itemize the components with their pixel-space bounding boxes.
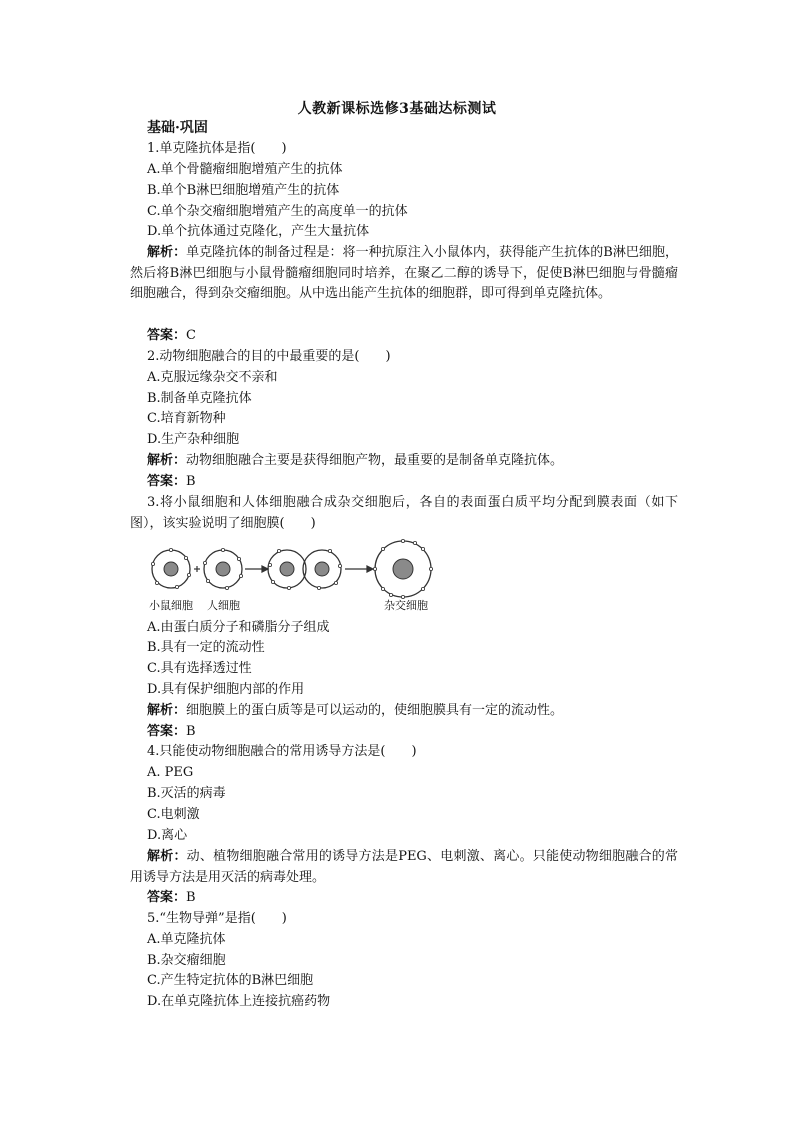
answer-label: 答案： xyxy=(147,890,187,905)
question-3-option-b: B.具有一定的流动性 xyxy=(147,640,265,655)
mouse-cell-nucleus xyxy=(164,562,178,576)
question-3-stem: 3.将小鼠细胞和人体细胞融合成杂交细胞后，各自的表面蛋白质平均分配到膜表面（如下图），该实验说明了细胞膜( ) xyxy=(130,495,678,531)
question-4-option-a: A. PEG xyxy=(147,765,194,780)
answer-label: 答案： xyxy=(147,328,187,343)
question-4-analysis xyxy=(130,847,678,888)
answer-value: B xyxy=(186,890,196,905)
question-2-stem: 2.动物细胞融合的目的中最重要的是( ) xyxy=(147,349,391,364)
hybrid-cell-label: 杂交细胞 xyxy=(384,599,428,612)
analysis-text: 动物细胞融合主要是获得细胞产物，最重要的是制备单克隆抗体。 xyxy=(186,453,564,468)
question-4-option-d: D.离心 xyxy=(147,828,188,843)
question-2-analysis xyxy=(130,451,678,472)
question-4-option-c: C.电刺激 xyxy=(147,807,200,822)
answer-label: 答案： xyxy=(147,724,187,739)
question-2-option-a: A.克服远缘杂交不亲和 xyxy=(147,370,278,385)
analysis-text: 动、植物细胞融合常用的诱导方法是PEG、电刺激、离心。只能使动物细胞融合的常用诱导方法是用灭活的病毒处理。 xyxy=(130,849,678,885)
analysis-label: 解析： xyxy=(147,703,187,718)
question-5-option-b: B.杂交瘤细胞 xyxy=(147,953,226,968)
cell-fusion-diagram xyxy=(147,538,440,600)
analysis-text: 单克隆抗体的制备过程是：将一种抗原注入小鼠体内，获得能产生抗体的B淋巴细胞，然后将B淋巴细胞与小鼠骨髓瘤细胞同时培养，在聚乙二醇的诱导下，促使B淋巴细胞与骨髓瘤细胞融合，得到杂交瘤细胞。从中选出能产生抗体的细胞群，即可得到单克隆抗体。 xyxy=(130,245,678,302)
question-5-stem: 5.“生物导弹”是指( ) xyxy=(147,911,287,926)
question-2-option-b: B.制备单克隆抗体 xyxy=(147,391,252,406)
human-cell-label: 人细胞 xyxy=(207,599,240,612)
section-heading: 基础·巩固 xyxy=(147,120,208,136)
analysis-label: 解析： xyxy=(147,849,187,864)
answer-value: B xyxy=(186,724,196,739)
mouse-cell-label: 小鼠细胞 xyxy=(149,599,193,612)
analysis-text: 细胞膜上的蛋白质等是可以运动的，使细胞膜具有一定的流动性。 xyxy=(186,703,564,718)
question-1-stem: 1.单克隆抗体是指( ) xyxy=(147,141,287,156)
answer-label: 答案： xyxy=(147,474,187,489)
question-2-answer xyxy=(147,472,196,492)
analysis-label: 解析： xyxy=(147,245,187,260)
question-4-option-b: B.灭活的病毒 xyxy=(147,786,226,801)
question-3-analysis xyxy=(130,701,678,722)
question-5-option-a: A.单克隆抗体 xyxy=(147,932,226,947)
question-1-option-d: D.单个抗体通过克隆化，产生大量抗体 xyxy=(147,224,370,239)
question-1-option-b: B.单个B淋巴细胞增殖产生的抗体 xyxy=(147,183,340,198)
question-1-answer xyxy=(147,326,196,346)
human-cell-nucleus xyxy=(216,562,230,576)
fusing-nucleus-left xyxy=(280,562,294,576)
question-2-option-d: D.生产杂种细胞 xyxy=(147,432,240,447)
question-2-option-c: C.培育新物种 xyxy=(147,411,226,426)
question-1-analysis xyxy=(130,243,678,305)
question-3-option-a: A.由蛋白质分子和磷脂分子组成 xyxy=(147,620,330,635)
question-3-option-c: C.具有选择透过性 xyxy=(147,661,252,676)
question-3-option-d: D.具有保护细胞内部的作用 xyxy=(147,682,305,697)
answer-value: C xyxy=(186,328,196,343)
cell-fusion-figure xyxy=(147,538,440,620)
question-4-stem: 4.只能使动物细胞融合的常用诱导方法是( ) xyxy=(147,744,417,759)
analysis-label: 解析： xyxy=(147,453,187,468)
document-title: 人教新课标选修3基础达标测试 xyxy=(297,101,497,117)
question-3-answer xyxy=(147,722,196,742)
answer-value: B xyxy=(186,474,196,489)
hybrid-cell-nucleus xyxy=(393,559,413,579)
fusing-nucleus-right xyxy=(315,562,329,576)
question-4-answer xyxy=(147,888,196,908)
question-5-option-c: C.产生特定抗体的B淋巴细胞 xyxy=(147,973,314,988)
question-1-option-c: C.单个杂交瘤细胞增殖产生的高度单一的抗体 xyxy=(147,204,408,219)
question-1-option-a: A.单个骨髓瘤细胞增殖产生的抗体 xyxy=(147,162,343,177)
question-5-option-d: D.在单克隆抗体上连接抗癌药物 xyxy=(147,994,331,1009)
